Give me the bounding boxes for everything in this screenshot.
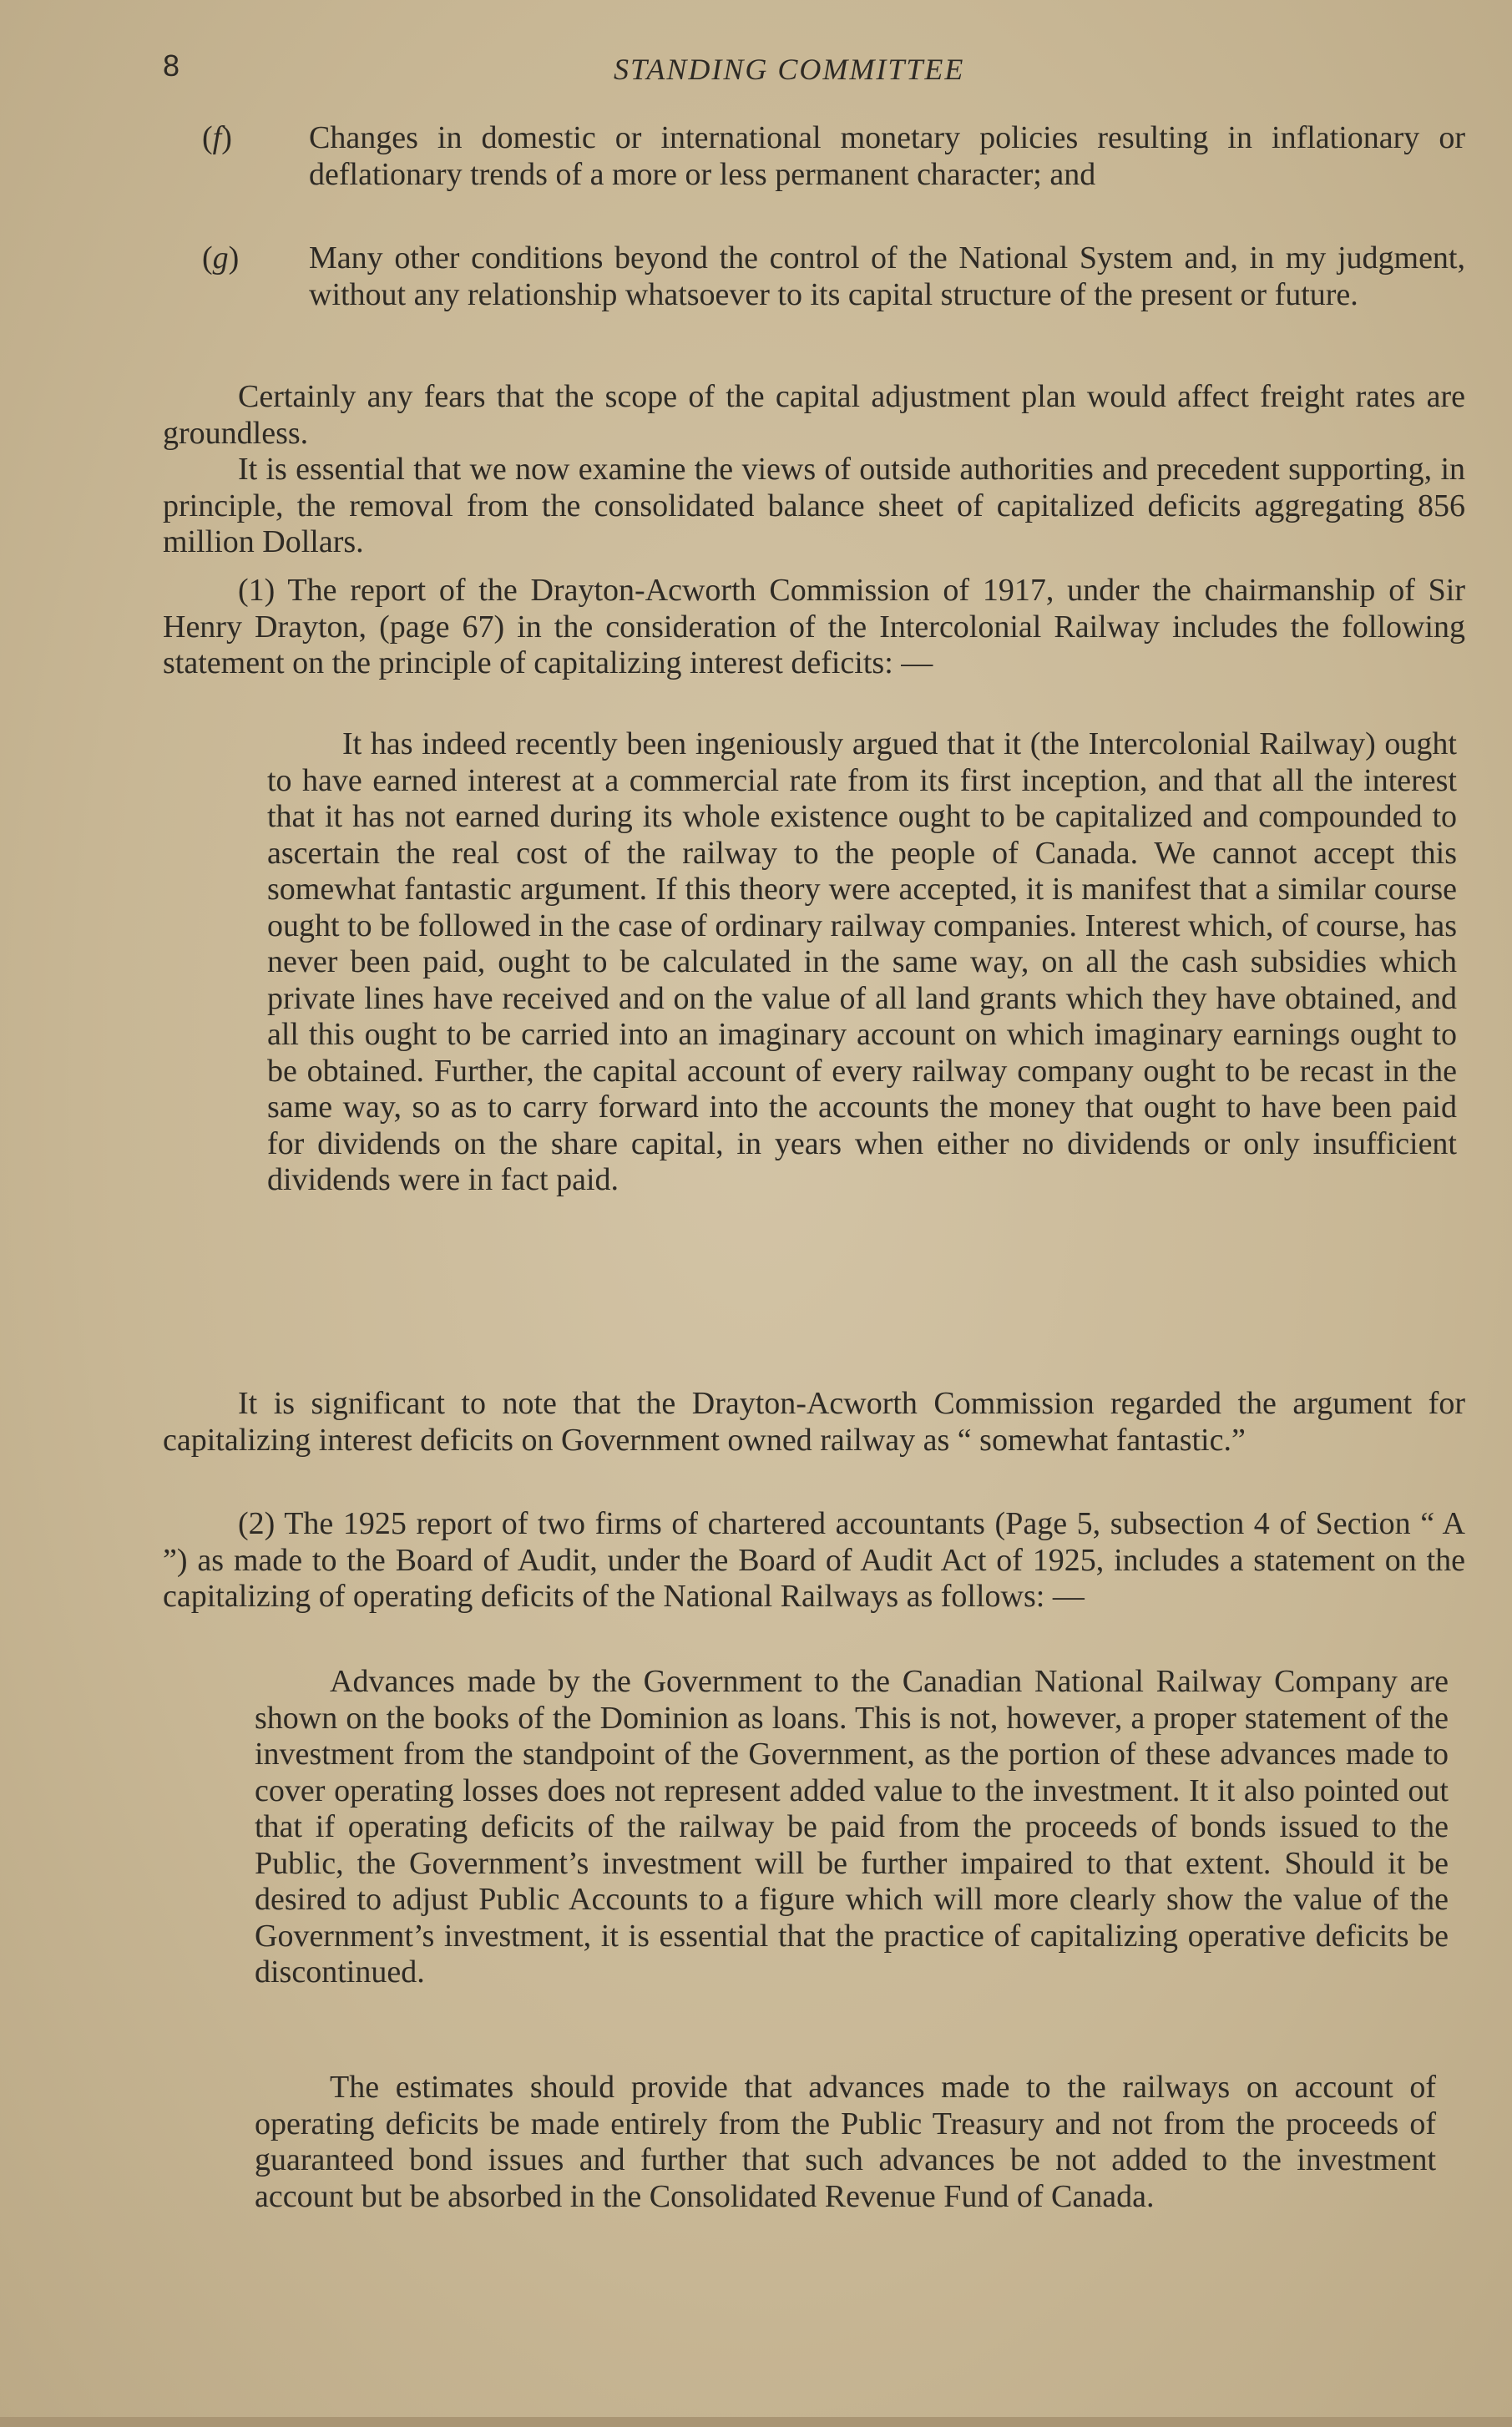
paragraph: It is essential that we now examine the views of outside authorities and precedent supporting, in principle, the removal from the consolidated balance sheet of capitalized deficits aggregating 856 million Dollars.: [163, 452, 1465, 559]
paragraph: Certainly any fears that the scope of the capital adjustment plan would affect freight rates are groundless.: [163, 379, 1465, 451]
block-quote: Advances made by the Government to the Canadian National Railway Company are shown on the books of the Dominion as loans. This is not, however, a proper statement of the investment from the standpoint of the Government, as the portion of these advances made to cover operating losses does not represent added value to the investment. It it also pointed out that if operating deficits of the railway be paid from the proceeds of bonds issued to the Public, the Government’s investment will be further impaired to that extent. Should it be desired to adjust Public Accounts to a figure which will more clearly show the value of the Government’s investment, it is essential that the practice of capitalizing operative deficits be discontinued.: [255, 1664, 1449, 1990]
page-header: [0, 48, 1512, 90]
page-number: 8: [163, 48, 180, 83]
list-marker-g: (g): [202, 240, 240, 276]
paragraph: (2) The 1925 report of two firms of chartered accountants (Page 5, subsection 4 of Section “ A ”) as made to the Board of Audit, under the Board of Audit Act of 1925, includes a statement on the capitalizing of operating deficits of the National Railways as follows: —: [163, 1506, 1465, 1614]
paragraph: (1) The report of the Drayton-Acworth Commission of 1917, under the chairmanship of Sir Henry Drayton, (page 67) in the consideration of the Intercolonial Railway includes the following statement on the principle of capitalizing interest deficits: —: [163, 573, 1465, 680]
list-marker-f: (f): [202, 120, 232, 155]
block-quote: The estimates should provide that advances made to the railways on account of operating deficits be made entirely from the Public Treasury and not from the proceeds of guaranteed bond issues and further that such advances be not added to the investment account but be absorbed in the Consolidated Revenue Fund of Canada.: [255, 2070, 1436, 2214]
list-item-text: Many other conditions beyond the control of the National System and, in my judgment, without any relationship whatsoever to its capital structure of the present or future.: [309, 240, 1465, 312]
paragraph: It is significant to note that the Drayton-Acworth Commission regarded the argument for capitalizing interest deficits on Government owned railway as “ somewhat fantastic.”: [163, 1386, 1465, 1458]
page-bottom-edge: [0, 2417, 1512, 2427]
block-quote: It has indeed recently been ingeniously argued that it (the Intercolonial Railway) ought to have earned interest at a commercial rate from its first inception, and that all the interest that it has not earned during its whole existence ought to be capitalized and compounded to ascertain the real cost of the railway to the people of Canada. We cannot accept this somewhat fantastic argument. If this theory were accepted, it is manifest that a similar course ought to be followed in the case of ordinary railway companies. Interest which, of course, has never been paid, ought to be calculated in the same way, on all the cash subsidies which private lines have received and on the value of all land grants which they have obtained, and all this ought to be carried into an imaginary account on which imaginary earnings ought to be obtained. Further, the capital account of every railway company ought to be recast in the same way, so as to carry forward into the accounts the money that ought to have been paid for dividends on the share capital, in years when either no dividends or only insufficient dividends were in fact paid.: [267, 726, 1457, 1197]
running-title: STANDING COMMITTEE: [614, 53, 965, 86]
list-item-text: Changes in domestic or international monetary policies resulting in inflationary or deflationary trends of a more or less permanent character; and: [309, 120, 1465, 192]
